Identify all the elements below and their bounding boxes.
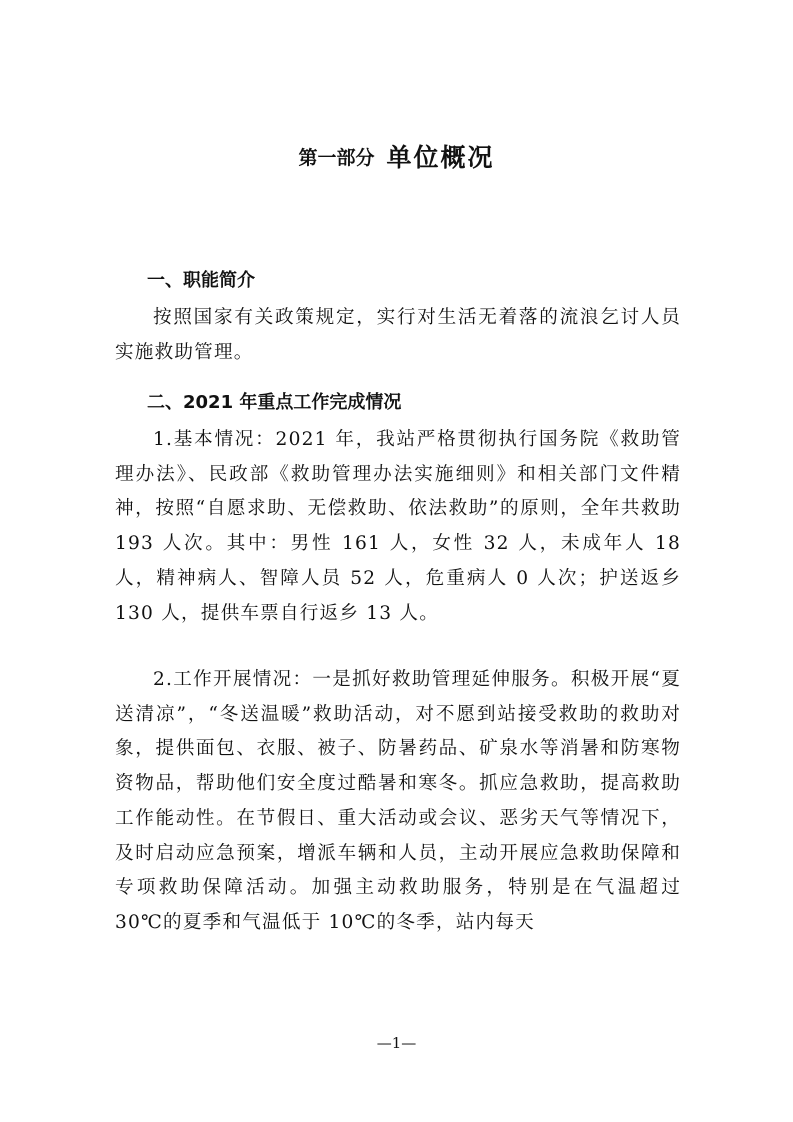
- page-number: —1—: [376, 1034, 417, 1052]
- work-progress-paragraph: 2.工作开展情况：一是抓好救助管理延伸服务。积极开展“夏送清凉”，“冬送温暖”救助活动，对不愿到站接受救助的救助对象，提供面包、衣服、被子、防暑药品、矿泉水等消暑和防寒物资物品，帮助他们安全度过酷暑和寒冬。抓应急救助，提高救助工作能动性。在节假日、重大活动或会议、恶劣天气等情况下，及时启动应急预案，增派车辆和人员，主动开展应急救助保障和专项救助保障活动。加强主动救助服务，特别是在气温超过 30℃的夏季和气温低于 10℃的冬季，站内每天: [115, 669, 681, 933]
- title-main: 单位概况: [386, 143, 495, 172]
- page-title: [0, 138, 793, 174]
- basic-situation-paragraph: 1.基本情况：2021 年，我站严格贯彻执行国务院《救助管理办法》、民政部《救助管理办法实施细则》和相关部门文件精神，按照“自愿求助、无偿救助、依法救助”的原则，全年共救助 193 人次。其中：男性 161 人，女性 32 人，未成年人 18 人，精神病人、智障人员 52 人，危重病人 0 人次；护送返乡 130 人，提供车票自行返乡 13 人。: [115, 429, 681, 624]
- section1-heading: 一、职能简介: [147, 270, 255, 291]
- section1-paragraph: 按照国家有关政策规定，实行对生活无着落的流浪乞讨人员实施救助管理。: [115, 307, 681, 363]
- section2-heading: 二、2021 年重点工作完成情况: [147, 392, 402, 413]
- title-part: 第一部分: [298, 146, 375, 169]
